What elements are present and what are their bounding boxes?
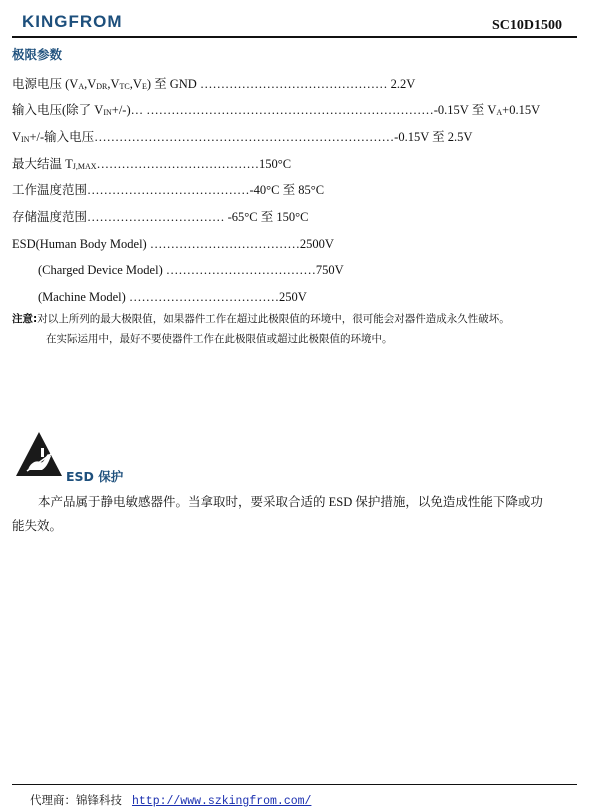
rating-esd-mm: (Machine Model) ………………………………250V: [38, 290, 307, 304]
rating-esd-cdm: (Charged Device Model) ………………………………750V: [38, 263, 344, 277]
rating-operating-temp: 工作温度范围…………………………………-40°C 至 85°C: [12, 183, 325, 197]
rating-vin-input-voltage: $V_{IN}+/-$输入电压………………………………………………………………-0.15V 至 2.5V: [12, 130, 473, 144]
note-line-1: 注意:对以上所列的最大极限值，如果器件工作在超过此极限值的环境中，很可能会对器件造成永久性破坏。: [12, 313, 510, 325]
website-link[interactable]: http://www.szkingfrom.com/: [132, 795, 312, 808]
rating-input-voltage: 输入电压(除了 $V_{IN}+/-)\dots$ ……………………………………………………………-0.15V 至 $V_A+0.15V$: [12, 103, 541, 117]
brand-logo: KINGFROM: [22, 12, 123, 31]
ratings-title: 极限参数: [12, 47, 63, 62]
agent-label: 代理商：锦锋科技: [30, 795, 122, 807]
footer-divider: [12, 784, 577, 785]
rating-max-junction-temp: 最大结温 $T_{J,MAX}\dots\dots\dots\dots\dots\dots\dots\dots\dots\dots\dots\dots\dots 150^\circ C$: [12, 157, 292, 171]
document-id: SC10D1500: [492, 18, 563, 33]
footer: [30, 792, 311, 808]
rating-storage-temp: 存储温度范围…………………………… -65°C 至 150°C: [12, 210, 309, 224]
esd-warning-icon: [14, 430, 64, 478]
esd-title: ESD 保护: [66, 469, 124, 484]
esd-paragraph-line-2: 能失效。: [12, 519, 63, 533]
rating-supply-voltage: 电源电压 $(V_A,V_{DR},V_{TC},V_E)$ 至 GND ……………………………………… 2.2V: [12, 77, 416, 91]
header-divider: [12, 36, 577, 38]
rating-esd-hbm: ESD(Human Body Model) ………………………………2500V: [12, 237, 334, 251]
note-line-2: 在实际运用中，最好不要使器件工作在此极限值或超过此极限值的环境中。: [46, 334, 393, 345]
esd-paragraph-line-1: 本产品属于静电敏感器件。当拿取时，要采取合适的 ESD 保护措施，以免造成性能下降或功: [38, 495, 543, 509]
